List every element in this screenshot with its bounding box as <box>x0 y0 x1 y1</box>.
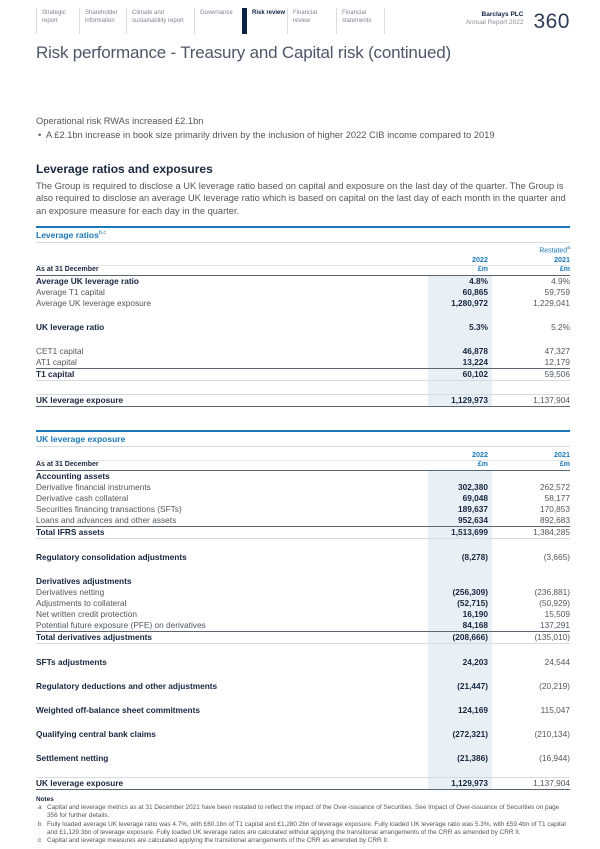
row-label: CET1 capital <box>36 345 84 356</box>
row-label: Average UK leverage ratio <box>36 275 139 286</box>
table-row <box>36 705 570 716</box>
table-caption: Leverage ratios$^{b,c}$ <box>36 226 570 243</box>
table-row <box>36 729 570 740</box>
nav-tab-risk-review[interactable]: Risk review <box>242 8 287 34</box>
value-2022: 1,513,699 <box>428 527 492 538</box>
table-row <box>36 753 570 764</box>
row-label: Qualifying central bank claims <box>36 728 156 739</box>
table-spacer-row <box>36 740 570 753</box>
caption-footnote-marker: b,c <box>98 230 107 237</box>
value-2022: 60,865 <box>428 287 492 298</box>
table-spacer-row <box>36 333 570 346</box>
nav-tab-shareholder-information[interactable]: Shareholder information <box>79 8 126 34</box>
note-marker: c <box>38 837 42 845</box>
restated-footnote-marker: a <box>567 244 570 251</box>
row-label: Average UK leverage exposure <box>36 297 152 308</box>
unit-2021: £m <box>559 460 570 468</box>
value-2021: (3,665) <box>543 551 570 562</box>
as-at-label: As at 31 December <box>36 265 99 273</box>
row-label: Net written credit protection <box>36 608 137 619</box>
table-spacer-row <box>36 764 570 777</box>
table-row <box>36 632 570 644</box>
table-spacer-row <box>36 692 570 705</box>
row-label: Derivative cash collateral <box>36 492 129 503</box>
brand-subtitle: Annual Report 2022 <box>465 19 524 26</box>
table-row <box>36 552 570 563</box>
row-label: Total derivatives adjustments <box>36 631 153 642</box>
value-2021: 262,572 <box>540 481 570 492</box>
as-at-row <box>36 460 570 471</box>
value-2021: 1,137,904 <box>533 777 570 788</box>
table-row <box>36 482 570 493</box>
value-2021 <box>492 576 570 587</box>
value-2021: 15,509 <box>544 608 570 619</box>
nav-tab-strategic-report[interactable]: Strategic report <box>36 8 79 34</box>
col-header-2022: 2022 <box>472 254 488 264</box>
col-header-2022: 2022 <box>472 449 488 459</box>
value-2022: 952,634 <box>428 515 492 526</box>
table-row <box>36 504 570 515</box>
as-at-label: As at 31 December <box>36 460 99 468</box>
value-2021: (20,219) <box>539 680 570 691</box>
row-label: UK leverage exposure <box>36 777 124 788</box>
value-2022: 189,637 <box>428 504 492 515</box>
row-label: Derivative financial instruments <box>36 481 151 492</box>
table-row <box>36 276 570 287</box>
notes-list <box>36 804 570 845</box>
nav-tab-governance[interactable]: Governance <box>194 8 242 34</box>
table-spacer-row <box>36 563 570 576</box>
value-2021: 1,229,041 <box>533 297 570 308</box>
value-2022: 69,048 <box>428 493 492 504</box>
table-caption: UK leverage exposure <box>36 430 570 447</box>
note-item-a <box>36 804 570 821</box>
page-title: Risk performance - Treasury and Capital risk (continued) <box>36 43 451 62</box>
nav-spacer <box>384 8 466 34</box>
page-number: 360 <box>533 10 570 33</box>
value-2022: (8,278) <box>428 552 492 563</box>
value-2022: 60,102 <box>428 369 492 380</box>
value-2021: 1,384,285 <box>533 526 570 537</box>
section-body: The Group is required to disclose a UK leverage ratio based on capital and exposure on the last day of the quarter. The Group is also required to disclose an average UK leverage ratio which is based on capital on the last day of each month in the quarter and an exposure measure for each day in the quarter. <box>36 181 566 216</box>
row-label: Adjustments to collateral <box>36 597 127 608</box>
row-label: AT1 capital <box>36 356 77 367</box>
row-label: Average T1 capital <box>36 286 105 297</box>
value-2022: (21,386) <box>428 753 492 764</box>
leverage-ratios-table <box>36 226 570 407</box>
table-row <box>36 298 570 309</box>
section-heading: Leverage ratios and exposures <box>36 162 213 176</box>
note-marker: a <box>38 804 42 812</box>
nav-tab-financial-statements[interactable]: Financial statements <box>336 8 384 34</box>
table-spacer-row <box>36 716 570 729</box>
row-label: Weighted off-balance sheet commitments <box>36 704 200 715</box>
row-label: Total IFRS assets <box>36 526 105 537</box>
brand-name: Barclays PLC <box>481 11 524 18</box>
value-2022: (208,666) <box>428 632 492 643</box>
value-2021: 12,179 <box>544 356 570 367</box>
row-label: UK leverage exposure <box>36 394 124 405</box>
value-2022: 16,190 <box>428 609 492 620</box>
value-2021: 59,506 <box>544 368 570 379</box>
table-row <box>36 609 570 620</box>
value-2021: 5.2% <box>551 321 570 332</box>
value-2021: (135,010) <box>534 631 570 642</box>
intro-block <box>36 115 570 141</box>
value-2022 <box>428 471 492 482</box>
row-label: Loans and advances and other assets <box>36 514 177 525</box>
note-text: Fully loaded average UK leverage ratio was 4.7%, with £60.1bn of T1 capital and £1,280.2bn of leverage exposure. Fully loaded UK leverage ratio was 5.3%, with £59.4bn of T1 capital and £1,129.3bn of leverage exposure. Fully loaded UK leverage ratios are calculated without applying the transitional arrangements of the CRR as amended by CRR II. <box>47 820 566 837</box>
intro-bullet-text: A £2.1bn increase in book size primarily driven by the inclusion of higher 2022 CIB income compared to 2019 <box>46 129 495 140</box>
row-label: Securities financing transactions (SFTs) <box>36 503 182 514</box>
notes-heading: Notes <box>36 795 54 803</box>
nav-tab-climate-and-sustainability-report[interactable]: Climate and sustainability report <box>126 8 194 34</box>
table-body <box>36 471 570 790</box>
table-gap <box>36 407 570 421</box>
note-marker: b <box>38 820 42 828</box>
row-label: SFTs adjustments <box>36 656 107 667</box>
value-2021: (210,134) <box>534 728 570 739</box>
value-2022: 5.3% <box>428 322 492 333</box>
table-row <box>36 777 570 790</box>
table-row <box>36 346 570 357</box>
value-2022: 1,280,972 <box>428 298 492 309</box>
value-2022: 1,129,973 <box>428 395 492 406</box>
value-2022: 24,203 <box>428 657 492 668</box>
value-2021: 47,327 <box>544 345 570 356</box>
value-2021 <box>492 471 570 482</box>
bullet-icon: • <box>38 129 42 140</box>
unit-2021: £m <box>559 265 570 273</box>
brand-block <box>466 8 524 34</box>
table-row <box>36 287 570 298</box>
unit-2022: £m <box>477 265 488 273</box>
value-2021: 1,137,904 <box>533 394 570 405</box>
value-2021: (236,881) <box>534 586 570 597</box>
row-label: Derivatives netting <box>36 586 105 597</box>
col-header-2021: 2021 <box>554 254 570 264</box>
value-2022: 4.8% <box>428 276 492 287</box>
row-label: Potential future exposure (PFE) on derivatives <box>36 619 206 630</box>
value-2022: 13,224 <box>428 357 492 368</box>
table-row <box>36 657 570 668</box>
value-2021: 24,544 <box>544 656 570 667</box>
table-row <box>36 587 570 598</box>
uk-leverage-exposure-table <box>36 430 570 790</box>
row-label: Derivatives adjustments <box>36 575 132 586</box>
row-label: Accounting assets <box>36 470 110 481</box>
table-row <box>36 493 570 504</box>
restated-row: Restated$^a$ <box>539 244 570 254</box>
intro-lead: Operational risk RWAs increased £2.1bn <box>36 116 204 126</box>
value-2022: (272,321) <box>428 729 492 740</box>
value-2022: 84,168 <box>428 620 492 631</box>
nav-tabs <box>36 8 384 34</box>
row-label: Regulatory consolidation adjustments <box>36 551 187 562</box>
table-row <box>36 620 570 632</box>
nav-tab-financial-review[interactable]: Financial review <box>287 8 336 34</box>
row-label: UK leverage ratio <box>36 321 105 332</box>
table-spacer-row <box>36 668 570 681</box>
value-2021: 170,853 <box>540 503 570 514</box>
value-2021: (50,929) <box>539 597 570 608</box>
table-spacer-row <box>36 381 570 394</box>
table-spacer-row <box>36 309 570 322</box>
note-item-b <box>36 821 570 838</box>
col-header-2021: 2021 <box>554 449 570 459</box>
as-at-row <box>36 265 570 276</box>
value-2022: (21,447) <box>428 681 492 692</box>
report-section-nav <box>36 8 570 34</box>
table-row <box>36 394 570 407</box>
value-2021: (16,944) <box>539 752 570 763</box>
intro-bullet <box>36 129 570 142</box>
table-row <box>36 598 570 609</box>
table-row <box>36 515 570 527</box>
value-2021: 4.9% <box>551 275 570 286</box>
table-row <box>36 527 570 539</box>
year-header-row <box>36 450 570 460</box>
table-row <box>36 576 570 587</box>
table-body <box>36 276 570 407</box>
value-2022: 302,380 <box>428 482 492 493</box>
note-item-c <box>36 837 570 845</box>
note-text: Capital and leverage metrics as at 31 December 2021 have been restated to reflect the impact of the Over-issuance of Securities. See Impact of Over-issuance of Securities on page 356 for further details. <box>47 804 560 820</box>
table-row <box>36 681 570 692</box>
value-2022: 124,169 <box>428 705 492 716</box>
table-row <box>36 369 570 381</box>
value-2022: 46,878 <box>428 346 492 357</box>
table-spacer-row <box>36 539 570 552</box>
table-spacer-row <box>36 644 570 657</box>
value-2022 <box>428 576 492 587</box>
row-label: Settlement netting <box>36 752 109 763</box>
unit-2022: £m <box>477 460 488 468</box>
note-text: Capital and leverage measures are calculated applying the transitional arrangements of the CRR as amended by CRR II. <box>47 837 389 845</box>
table-row <box>36 357 570 369</box>
year-header-row <box>36 255 570 265</box>
value-2021: 892,683 <box>540 514 570 525</box>
value-2021: 115,047 <box>540 704 570 715</box>
value-2022: (256,309) <box>428 587 492 598</box>
value-2022: (52,715) <box>428 598 492 609</box>
value-2021: 59,759 <box>544 286 570 297</box>
notes-block <box>36 796 570 846</box>
value-2022: 1,129,973 <box>428 778 492 789</box>
row-label: Regulatory deductions and other adjustments <box>36 680 218 691</box>
table-row <box>36 322 570 333</box>
table-row <box>36 471 570 482</box>
value-2021: 137,291 <box>540 619 570 630</box>
row-label: T1 capital <box>36 368 75 379</box>
value-2021: 58,177 <box>544 492 570 503</box>
